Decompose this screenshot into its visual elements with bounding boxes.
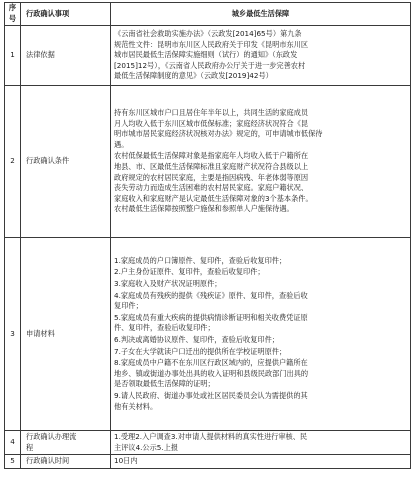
row-content	[111, 431, 411, 455]
content-paragraph	[114, 358, 407, 390]
content-line: 复印件；	[114, 301, 143, 311]
content-line: 《云南省社会救助实施办法》（云政发[2014]65号）第九条	[114, 29, 302, 39]
content-paragraph	[114, 108, 407, 150]
row-item-name-line: 程	[26, 442, 34, 452]
table-row	[5, 238, 411, 431]
content-line: 他有关材料。	[114, 401, 158, 411]
content-line: 持有东川区城市户口且居住年半年以上，共同生活的家庭成员	[114, 108, 309, 118]
content-line: 7.子女在大学就读户口迁出的提供所在学校证明原件；	[114, 346, 287, 356]
content-paragraph	[114, 151, 407, 215]
content-line: 3.家庭收入及财产状况证明原件；	[114, 279, 222, 289]
content-line: 地乡、镇或街道办事处出具的收入证明和县级民政部门出具的	[114, 368, 309, 378]
content-paragraph	[114, 29, 407, 82]
content-line: 明市城市居民家庭经济状况核对办法》规定的，可申请城市低保待	[114, 129, 323, 139]
content-paragraph	[114, 432, 407, 453]
row-item-name: 行政确认时间	[21, 455, 111, 469]
content-line: 农村最低生活保障按照整户施保和参照单人户施保待遇。	[114, 204, 294, 214]
table-header-row	[5, 3, 411, 26]
row-index: 5	[5, 455, 21, 469]
content-paragraph	[114, 291, 407, 312]
row-content	[111, 238, 411, 431]
row-item-name: 申请材料	[21, 238, 111, 431]
content-line: 1.家庭成员的户口簿原件、复印件，查验后收复印件；	[114, 255, 287, 265]
content-paragraph	[114, 267, 407, 278]
content-paragraph	[114, 313, 407, 334]
content-paragraph	[114, 256, 407, 267]
content-line: 是否领取最低生活保障的证明；	[114, 379, 215, 389]
content-line: 6.判决或离婚协议原件、复印件，查验后收复印件；	[114, 335, 279, 344]
content-line: 10日内	[114, 456, 138, 466]
content-line: 家庭收入和家庭财产是认定最低生活保障对象的3个基本条件。	[114, 193, 313, 203]
content-line: 9.请人民政府、街道办事处或社区居民委员会认为需提供的其	[114, 390, 308, 400]
row-item-name-line: 行政确认办理流	[26, 432, 77, 441]
content-line: 月人均收入低于东川区城市低保标准；家庭经济状况符合《昆	[114, 118, 309, 128]
content-line: 遇。	[114, 139, 129, 149]
row-content	[111, 455, 411, 469]
table-row	[5, 431, 411, 455]
content-line: 4.家庭成员有残疾的提供《残疾证》原件、复印件，查验后收	[114, 290, 308, 300]
content-line: 件、复印件，查验后收复印件；	[114, 323, 215, 333]
content-line: [2015]12号），《云南省人民政府办公厅关于进一步完善农村	[114, 60, 306, 70]
header-item: 行政确认事项	[21, 3, 111, 26]
content-line: 最低生活保障制度的意见》（云政发[2019]42号）	[114, 71, 273, 81]
content-line: 政府规定的农村居民家庭，主要是指因病残、年老体弱等原因	[114, 172, 309, 182]
content-line: 5.家庭成员有重大疾病的提供病情诊断证明和相关收费凭证原	[114, 312, 308, 322]
row-index: 2	[5, 86, 21, 238]
content-line: 2.户主身份证原件、复印件，查验后收复印件；	[114, 267, 265, 277]
content-line: 丧失劳动力而造成生活困难的农村居民家庭。家庭户籍状况、	[114, 183, 309, 193]
row-content	[111, 26, 411, 86]
content-line: 8.家庭成员中户籍不在东川区行政区域内的，应提供户籍所在	[114, 358, 308, 368]
content-paragraph	[114, 335, 407, 346]
row-item-name: 行政确认条件	[21, 86, 111, 238]
content-line: 1.受理2.入户调查3.对申请人提供材料的真实性进行审核、民	[114, 432, 308, 441]
row-index: 4	[5, 431, 21, 455]
row-item-name	[21, 431, 111, 455]
row-index: 1	[5, 26, 21, 86]
table-row	[5, 26, 411, 86]
row-content	[111, 86, 411, 238]
content-line: 城市居民最低生活保障实施细则（试行）的通知》（东政发	[114, 50, 298, 60]
table-row	[5, 455, 411, 469]
content-line: 主评议4.公示5.上报	[114, 442, 179, 452]
info-table	[4, 2, 411, 469]
content-line: 农村低保最低生活保障对象是指家庭年人均收入低于户籍所在	[114, 151, 309, 161]
content-paragraph	[114, 347, 407, 358]
row-item-name: 法律依据	[21, 26, 111, 86]
row-index: 3	[5, 238, 21, 431]
content-paragraph	[114, 279, 407, 290]
content-paragraph	[114, 391, 407, 412]
header-index: 序号	[5, 3, 21, 26]
content-line: 规范性文件：昆明市东川区人民政府关于印发《昆明市东川区	[114, 39, 309, 49]
content-paragraph	[114, 456, 407, 467]
table-row	[5, 86, 411, 238]
content-line: 地县、市、区最低生活保障标准且家庭财产状况符合县级以上	[114, 162, 309, 171]
header-content: 城乡最低生活保障	[111, 3, 411, 26]
